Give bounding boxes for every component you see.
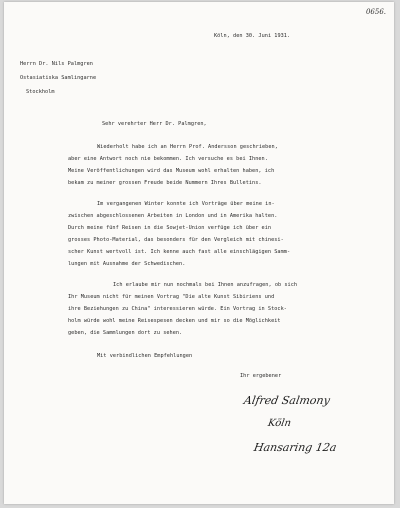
recipient-name: Herrn Dr. Nils Palmgren: [20, 61, 93, 67]
date-line: Köln, den 30. Juni 1931.: [214, 33, 291, 39]
recipient-institution: Ostasiatiska Samlingarne: [20, 75, 97, 81]
text-line: holm würde wohl meine Reisespesen decken und mir so die Möglichkeit: [68, 318, 281, 324]
text-line: Meine Veröffentlichungen wird das Museum wohl erhalten haben, ich: [68, 168, 275, 174]
signature-city: Köln: [267, 418, 292, 429]
reference-number: 0656.: [365, 8, 386, 16]
salutation: Sehr verehrter Herr Dr. Palmgren,: [102, 121, 207, 127]
valediction: Ihr ergebener: [240, 373, 282, 379]
text-line: scher Kunst wertvoll ist. Ich kenne auch fast alle einschlägigen Samm-: [68, 249, 291, 255]
signature-name: Alfred Salmony: [242, 394, 331, 407]
text-line: Durch meine fünf Reisen in die Sowjet-Union verfüge ich über ein: [68, 225, 272, 231]
letter-page: [4, 2, 394, 504]
recipient-city: Stockholm: [26, 89, 55, 95]
text-line: grosses Photo-Material, das besonders für den Vergleich mit chinesi-: [68, 237, 284, 243]
closing: Mit verbindlichen Empfehlungen: [97, 353, 193, 359]
text-line: aber eine Antwort noch nie bekommen. Ich versuche es bei Ihnen.: [68, 156, 268, 162]
text-line: zwischen abgeschlossenen Arbeiten in London und in Amerika halten.: [68, 213, 278, 219]
text-line: Wiederholt habe ich an Herrn Prof. Andersson geschrieben,: [97, 144, 278, 150]
text-line: Ihr Museum nicht für meinen Vortrag "Die alte Kunst Sibiriens und: [68, 294, 275, 300]
text-line: bekam zu meiner grossen Freude beide Nummern Ihres Bulletins.: [68, 180, 262, 186]
text-line: geben, die Sammlungen dort zu sehen.: [68, 330, 183, 336]
text-line: Ich erlaube mir nun nochmals bei Ihnen anzufragen, ob sich: [113, 282, 298, 288]
text-line: lungen mit Ausnahme der Schwedischen.: [68, 261, 186, 267]
text-line: ihre Beziehungen zu China" interessieren würde. Ein Vortrag in Stock-: [68, 306, 287, 312]
signature-street: Hansaring 12a: [252, 441, 338, 454]
text-line: Im vergangenen Winter konnte ich Vorträge über meine in-: [97, 201, 275, 207]
